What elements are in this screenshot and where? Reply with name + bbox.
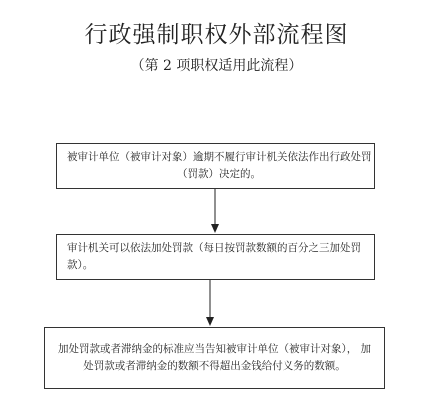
- flow-step-additional-fine: [56, 234, 375, 280]
- flow-step-overdue-penalty: [56, 143, 375, 189]
- page-title: 行政强制职权外部流程图: [84, 22, 349, 48]
- flow-step-text: 加处罚款或者滞纳金的标准应当告知被审计单位（被审计对象）， 加: [57, 343, 372, 355]
- flow-step-text: 被审计单位（被审计对象）逾期不履行审计机关依法作出行政处罚: [67, 151, 372, 163]
- arrow-step1-to-step2: [211, 189, 219, 233]
- flow-step-notify-standard: [44, 327, 385, 389]
- page-subtitle: （第 2 项职权适用此流程）: [130, 58, 303, 74]
- flow-step-text: （罚款）决定的。: [177, 168, 261, 180]
- flow-step-text: 处罚款或者滞纳金的数额不得超出金钱给付义务的数额。: [83, 360, 346, 372]
- flow-step-text: 审计机关可以依法加处罚款（每日按罚款数额的百分之三加处罚: [67, 242, 361, 254]
- flow-step-text: 款）。: [67, 259, 94, 271]
- arrow-step2-to-step3: [206, 280, 214, 326]
